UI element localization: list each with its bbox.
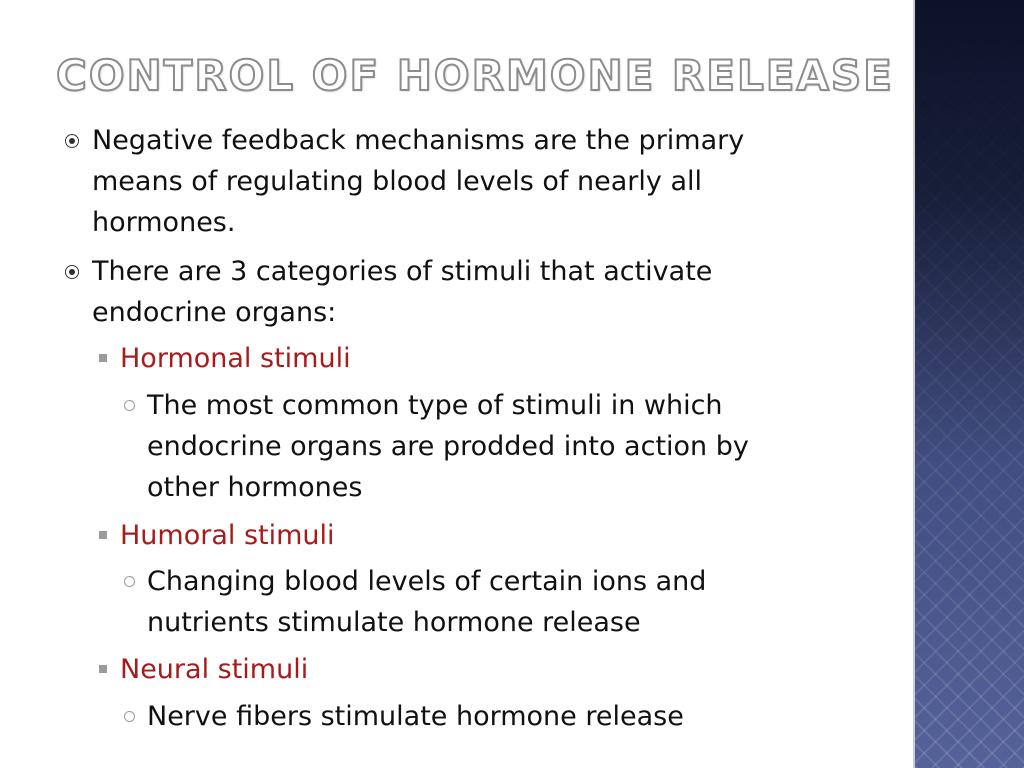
- bullet-line: endocrine organs:: [92, 297, 337, 328]
- category-humoral-stimuli: [120, 515, 335, 556]
- detail-neural-stimuli: [147, 696, 684, 737]
- square-bullet-icon: [99, 354, 107, 362]
- decorative-side-panel: [913, 0, 1024, 768]
- bullet-negative-feedback: [92, 120, 744, 243]
- detail-hormonal-stimuli: [147, 385, 749, 508]
- slide-title: CONTROL OF HORMONE RELEASE: [56, 51, 894, 100]
- circle-bullet-icon: [65, 265, 79, 279]
- bullet-line: means of regulating blood levels of nearly all: [92, 166, 703, 197]
- category-label: Neural stimuli: [120, 654, 309, 685]
- detail-line: endocrine organs are prodded into action by: [147, 431, 749, 462]
- detail-line: Changing blood levels of certain ions and: [147, 566, 707, 597]
- bullet-line: There are 3 categories of stimuli that activate: [92, 256, 713, 287]
- category-label: Humoral stimuli: [120, 520, 335, 551]
- category-label: Hormonal stimuli: [120, 343, 351, 374]
- square-bullet-icon: [99, 665, 107, 673]
- detail-line: nutrients stimulate hormone release: [147, 607, 641, 638]
- ring-bullet-icon: [124, 711, 135, 722]
- detail-line: The most common type of stimuli in which: [147, 390, 723, 421]
- bullet-line: Negative feedback mechanisms are the primary: [92, 125, 745, 156]
- category-neural-stimuli: [120, 649, 308, 690]
- detail-line: Nerve fibers stimulate hormone release: [147, 701, 684, 732]
- bullet-stimuli-categories: [92, 251, 712, 333]
- detail-humoral-stimuli: [147, 561, 706, 643]
- category-hormonal-stimuli: [120, 338, 351, 379]
- ring-bullet-icon: [124, 400, 135, 411]
- detail-line: other hormones: [147, 472, 363, 503]
- ring-bullet-icon: [124, 576, 135, 587]
- square-bullet-icon: [99, 531, 107, 539]
- bullet-line: hormones.: [92, 207, 236, 238]
- circle-bullet-icon: [65, 134, 79, 148]
